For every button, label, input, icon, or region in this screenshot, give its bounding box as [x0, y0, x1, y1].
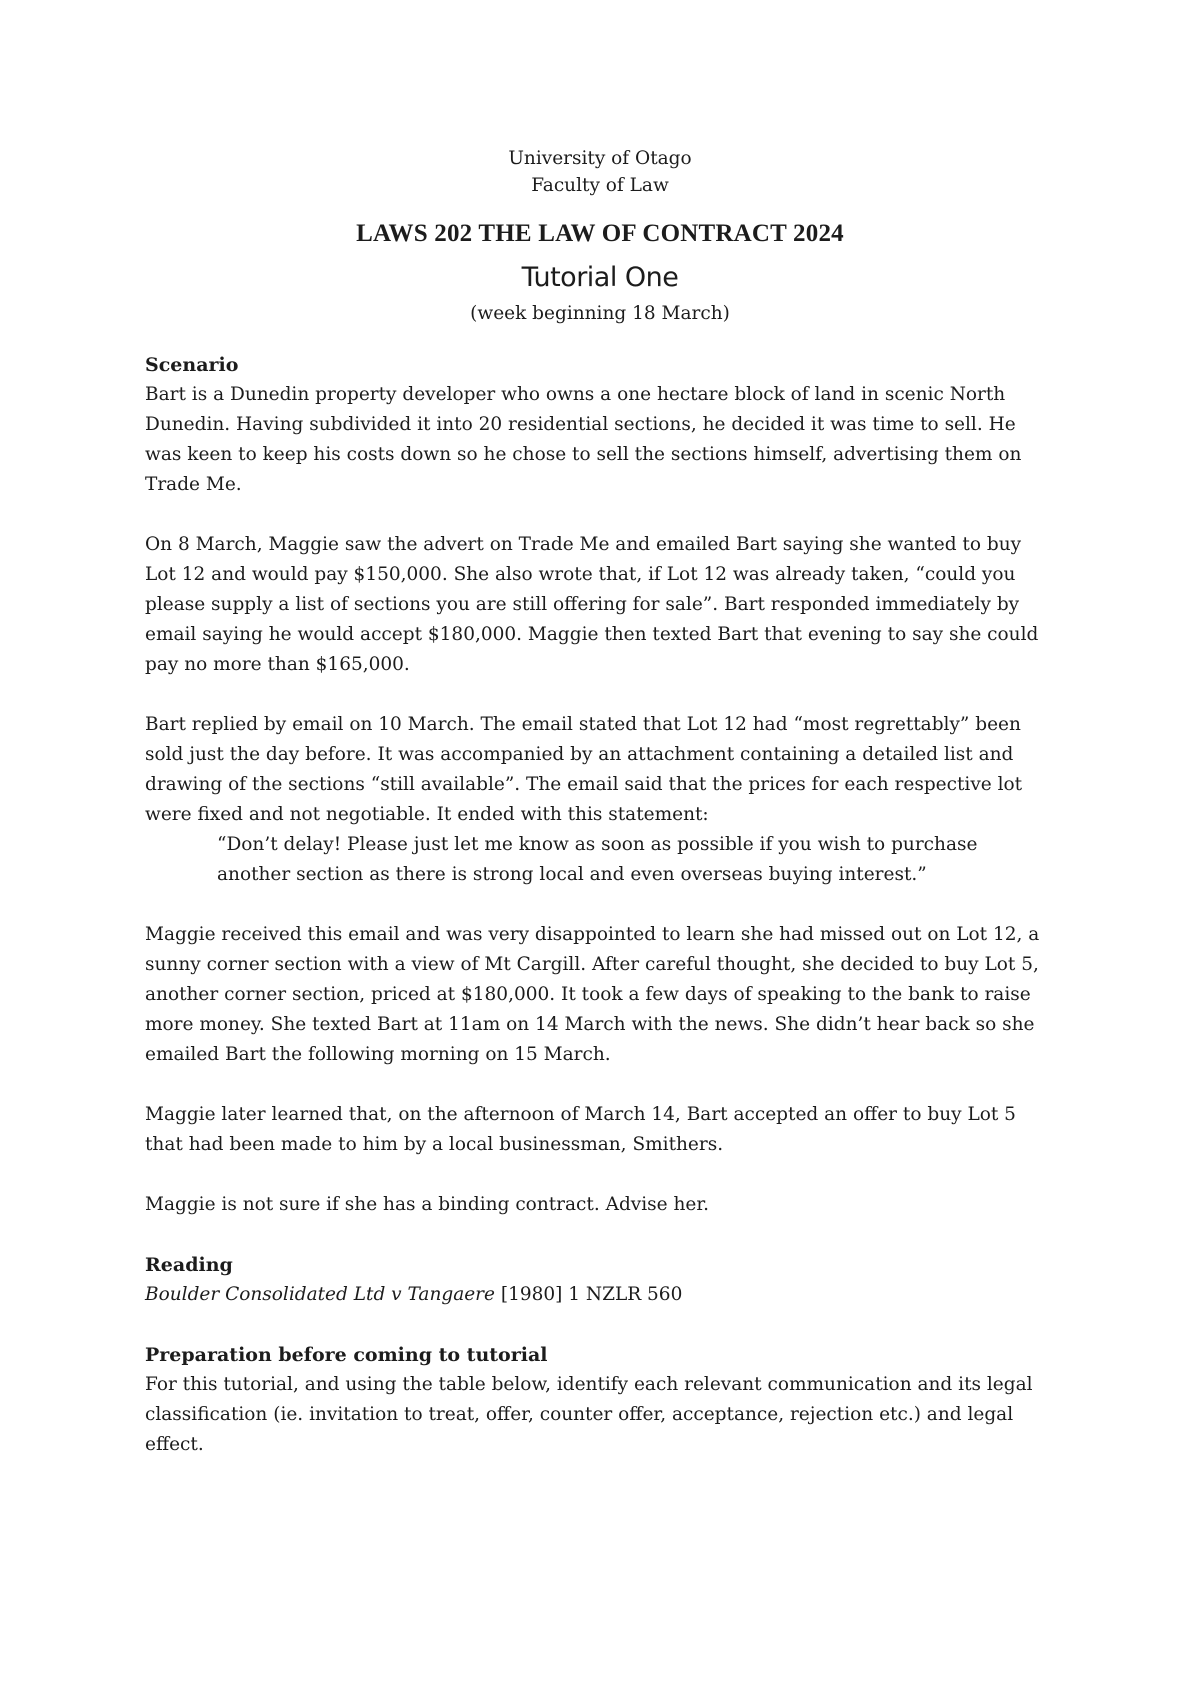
scenario-paragraph-5: Maggie later learned that, on the afternoon of March 14, Bart accepted an offer to buy Lot 5 that had been made to him by a local businessman, Smithers.	[145, 1104, 1016, 1155]
scenario-heading: Scenario	[145, 354, 239, 376]
university-name: University of Otago	[508, 148, 692, 169]
preparation-text: For this tutorial, and using the table below, identify each relevant communication and its legal classification (ie. invitation to treat, offer, counter offer, acceptance, rejection etc.) and legal effect.	[145, 1374, 1033, 1455]
course-title: LAWS 202 THE LAW OF CONTRACT 2024	[356, 220, 844, 247]
tutorial-week: (week beginning 18 March)	[470, 303, 730, 324]
scenario-paragraph-1: Bart is a Dunedin property developer who owns a one hectare block of land in scenic North Dunedin. Having subdivided it into 20 residential sections, he decided it was time to sell. He was keen to keep his costs down so he chose to sell the sections himself, advertising them on Trade Me.	[145, 384, 1022, 495]
scenario-paragraph-3: Bart replied by email on 10 March. The email stated that Lot 12 had “most regrettably” been sold just the day before. It was accompanied by an attachment containing a detailed list and drawing of the sections “still available”. The email said that the prices for each respective lot were fixed and not negotiable. It ended with this statement:	[145, 714, 1023, 825]
scenario-paragraph-4: Maggie received this email and was very disappointed to learn she had missed out on Lot 12, a sunny corner section with a view of Mt Cargill. After careful thought, she decided to buy Lot 5, another corner section, priced at $180,000. It took a few days of speaking to the bank to raise more money. She texted Bart at 11am on 14 March with the news. She didn’t hear back so she emailed Bart the following morning on 15 March.	[145, 924, 1040, 1065]
scenario-paragraph-6: Maggie is not sure if she has a binding contract. Advise her.	[145, 1194, 710, 1215]
preparation-heading: Preparation before coming to tutorial	[145, 1344, 548, 1366]
tutorial-title: Tutorial One	[521, 262, 679, 293]
reading-heading: Reading	[145, 1254, 233, 1276]
case-citation: [1980] 1 NZLR 560	[494, 1284, 683, 1305]
case-name: Boulder Consolidated Ltd v Tangaere	[145, 1284, 495, 1305]
scenario-paragraph-2: On 8 March, Maggie saw the advert on Trade Me and emailed Bart saying she wanted to buy Lot 12 and would pay $150,000. She also wrote that, if Lot 12 was already taken, “could you please supply a list of sections you are still offering for sale”. Bart responded immediately by email saying he would accept $180,000. Maggie then texted Bart that evening to say she could pay no more than $165,000.	[145, 534, 1039, 675]
reading-citation	[145, 1280, 1055, 1310]
scenario-quote: “Don’t delay! Please just let me know as soon as possible if you wish to purchase another section as there is strong local and even overseas buying interest.”	[217, 834, 978, 885]
faculty-name: Faculty of Law	[531, 175, 669, 196]
